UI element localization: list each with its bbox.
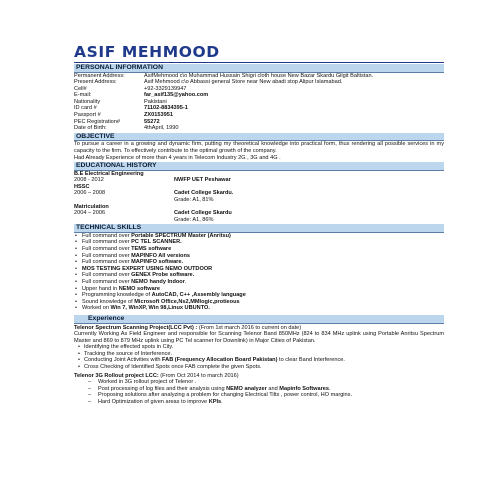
job1-heading <box>74 325 444 332</box>
personal-row <box>74 99 444 106</box>
candidate-name: ASIF MEHMOOD <box>74 43 220 61</box>
resume-page <box>74 44 444 406</box>
personal-label: Present Address: <box>74 79 117 86</box>
job2-title: Telenor 3G Rollout project LCC: <box>74 372 159 379</box>
edu-institute: Cadet College Skardu <box>174 210 232 217</box>
personal-label: ID card # <box>74 105 97 112</box>
bullet-text: Full command over <box>82 246 132 253</box>
job1-date: (From 1st march 2016 to current on date) <box>197 324 302 331</box>
personal-label: Date of Birth: <box>74 125 107 132</box>
edu-degree: Matriculation <box>74 203 109 210</box>
edu-row <box>74 177 444 184</box>
job2-bullet-list <box>74 379 444 405</box>
skill-item <box>74 266 444 273</box>
skill-item <box>74 253 444 260</box>
edu-years: 2008 - 2012 <box>74 177 104 184</box>
personal-row <box>74 119 444 126</box>
objective-text: To pursue a career in a growing and dynamic firm, putting my theoretical knowledge into practical form, thus rendering all possible services in my capacity to the firm. To effectively contribute to the optimal growth of the company. <box>74 141 444 154</box>
bullet-text: Sound knowledge of <box>82 298 135 305</box>
personal-label: Passport # <box>74 112 101 119</box>
personal-label: PEC Registration# <box>74 118 121 125</box>
personal-value: far_asif135@yahoo.com <box>144 92 209 99</box>
bullet-bold: Microsoft Office,Ns2,MMlogic,protieous <box>134 298 240 305</box>
bullet-text: Hard Optimization of given areas to improve <box>98 399 209 406</box>
skill-item <box>74 279 444 286</box>
skill-item <box>74 246 444 253</box>
job2-heading <box>74 373 444 380</box>
section-header-objective: OBJECTIVE <box>74 133 444 142</box>
skill-item <box>74 305 444 312</box>
bullet-bold: MAPINFO software. <box>131 259 184 266</box>
job1-bullet <box>74 357 444 364</box>
bullet-text: Cross Checking of Identified Spots once FAB complete the given Spots. <box>84 364 262 371</box>
bullet-bold: Mapinfo Softwares <box>279 385 330 392</box>
edu-institute: NWFP UET Peshawar <box>174 177 231 184</box>
skill-item <box>74 272 444 279</box>
edu-years: 2006 – 2008 <box>74 190 106 197</box>
bullet-text: Worked in 3G rollout project of Telenor . <box>98 379 197 386</box>
job2-date: (From Oct 2014 to march 2016) <box>158 372 239 379</box>
skill-item <box>74 259 444 266</box>
personal-label: Nationality <box>74 98 101 105</box>
personal-value: 55272 <box>144 118 160 125</box>
edu-grade-row <box>74 197 444 204</box>
edu-grade: Grade: A1, 86% <box>174 216 214 223</box>
bullet-bold: MOS TESTING EXPERT USING NEMO OUTDOOR <box>82 265 213 272</box>
job1-description: Currently Working As Field Engineer and responsible for Scanning Telenor Band 850MHz (824 to 834 MHz uplink using Portable Anritsu Spectrum Master and 869 to 879 MHz uplink using PC Tel scanner for Downlink) in Major Cities of Pakistan. <box>74 331 444 344</box>
section-header-skills: TECHNICAL SKILLS <box>74 224 444 233</box>
personal-value: 71102-8834395-1 <box>144 105 188 112</box>
bullet-text: Full command over <box>82 239 132 246</box>
bullet-text: Full command over <box>82 252 132 259</box>
education-block <box>74 171 444 224</box>
personal-row <box>74 86 444 93</box>
personal-row <box>74 92 444 99</box>
bullet-text: Proposing solutions after analyzing a problem for changing Electrical Tilts , power control, HO margins. <box>98 392 353 399</box>
bullet-text: Programming knowledge of <box>82 292 152 299</box>
edu-row <box>74 190 444 197</box>
edu-grade-row <box>74 217 444 224</box>
skills-list <box>74 233 444 312</box>
bullet-bold: TEMS software <box>131 246 172 253</box>
personal-value: +92-3329139947 <box>144 85 187 92</box>
job2-bullet <box>74 392 444 399</box>
personal-value: AsifMehmood c\o Muhammad Hussain Shigri cloth house New Bazar Skardu Gilgit Baltistan. <box>144 72 374 79</box>
personal-row <box>74 125 444 132</box>
bullet-text: Identifying the effected spots in City. <box>84 344 174 351</box>
section-header-experience: Experience <box>74 315 444 324</box>
bullet-text: Worked on <box>82 305 111 312</box>
edu-years: 2004 – 2006 <box>74 210 106 217</box>
job1-bullet-list <box>74 344 444 370</box>
personal-row <box>74 79 444 86</box>
section-header-education: EDUCATIONAL HISTORY <box>74 162 444 171</box>
bullet-bold: PC TEL SCANNER. <box>131 239 182 246</box>
bullet-text: Upper hand in <box>82 285 119 292</box>
personal-row <box>74 105 444 112</box>
bullet-text: Post processing of log files and their analysis using <box>98 385 227 392</box>
bullet-bold: KPIs <box>208 399 222 406</box>
objective-experience-line: Had Already Experience of more than 4 years in Telecom Industry 2G , 3G and 4G . <box>74 154 281 161</box>
skill-item <box>74 292 444 299</box>
personal-row <box>74 112 444 119</box>
bullet-text-after: and <box>266 385 280 392</box>
job1-bullet <box>74 351 444 358</box>
bullet-text-after: to clear Band Interference. <box>277 357 345 364</box>
bullet-text: Full command over <box>82 279 132 286</box>
bullet-text: Tracking the source of Interference. <box>84 350 173 357</box>
bullet-bold: FAB (Frequency Allocation Board Pakistan) <box>162 357 278 364</box>
bullet-text: Conducting Joint Activities with <box>84 357 163 364</box>
bullet-text: Full command over <box>82 259 132 266</box>
bullet-bold: MAPINFO All versions <box>131 252 190 259</box>
personal-value: Asif Mehmood c\o Abbassi general Store near New abadi stop Alipur Islamabad. <box>144 79 343 86</box>
bullet-bold: NEMO software <box>118 285 161 292</box>
skill-item <box>74 286 444 293</box>
personal-value: Pakistani <box>144 98 167 105</box>
personal-label: Permanent Address: <box>74 72 125 79</box>
job1-bullet <box>74 344 444 351</box>
job1-bullet <box>74 364 444 371</box>
job2-bullet <box>74 399 444 406</box>
bullet-bold: GENEX Probe software. <box>131 272 195 279</box>
bullet-text: Full command over <box>82 232 132 239</box>
edu-row <box>74 210 444 217</box>
job2-bullet <box>74 379 444 386</box>
personal-value: ZX0153951 <box>144 112 173 119</box>
edu-degree: B.E Electrical Engineering <box>74 170 144 177</box>
personal-row <box>74 73 444 80</box>
section-header-personal: PERSONAL INFORMATION <box>74 64 444 73</box>
job1-title: Telenor Spectrum Scanning Project(LCC Pvt) : <box>74 324 198 331</box>
bullet-text-after: . <box>329 385 331 392</box>
bullet-bold: Win 7, WinXP, Win 98,Linux UBUNTO. <box>110 305 210 312</box>
skill-item <box>74 239 444 246</box>
bullet-text-after: . <box>184 279 187 286</box>
personal-label: E-mail: <box>74 92 92 99</box>
bullet-text-after: . <box>221 399 223 406</box>
bullet-bold: NEMO analyzer <box>226 385 267 392</box>
personal-value: 4thApril, 1990 <box>144 125 179 132</box>
edu-grade: Grade: A1, 81% <box>174 197 214 203</box>
bullet-bold: Portable SPECTRUM Master (Anritsu) <box>131 232 231 239</box>
edu-degree: HSSC <box>74 183 90 190</box>
name-underline <box>74 62 444 63</box>
skill-item <box>74 233 444 240</box>
bullet-bold: AutoCAD, C++ ,Assembly language <box>151 292 246 299</box>
personal-info-block <box>74 73 444 132</box>
edu-institute: Cadet College Skardu. <box>174 190 234 197</box>
job2-bullet <box>74 386 444 393</box>
skill-item <box>74 299 444 306</box>
bullet-bold: NEMO handy Indoor <box>131 279 185 286</box>
bullet-text: Full command over <box>82 272 132 279</box>
personal-label: Cell# <box>74 85 87 92</box>
